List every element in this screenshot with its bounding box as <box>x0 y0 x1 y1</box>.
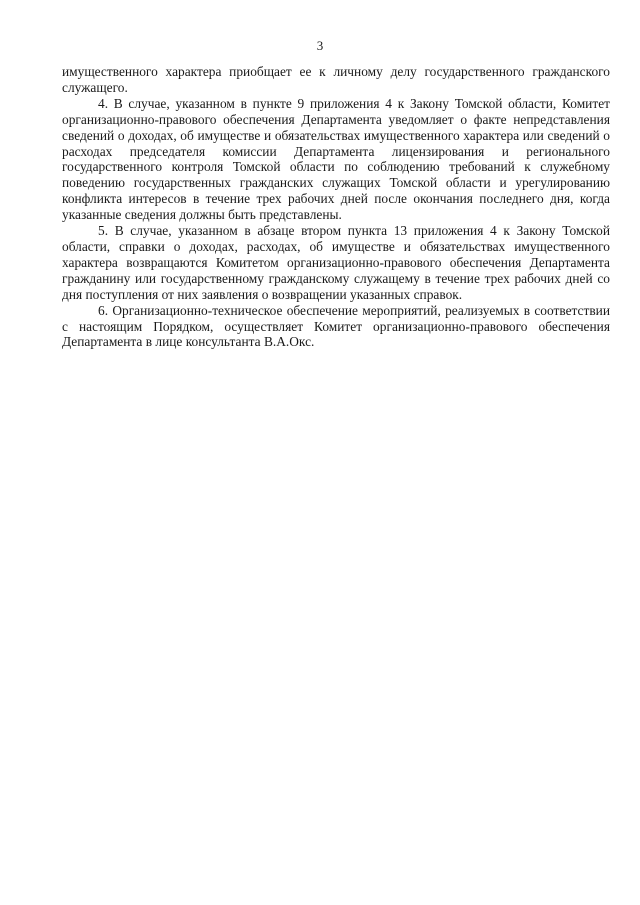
paragraph-5: 5. В случае, указанном в абзаце втором пункта 13 приложения 4 к Закону Томской области, справки о доходах, расходах, об имуществе и обязательствах имущественного характера возвращаются Комитетом организационно-правового обеспечения Департамента гражданину или государственному гражданскому служащему в течение трех рабочих дней со дня поступления от них заявления о возвращении указанных справок. <box>62 223 610 302</box>
paragraph-continuation: имущественного характера приобщает ее к личному делу государственного гражданского служащего. <box>62 64 610 95</box>
paragraph-4: 4. В случае, указанном в пункте 9 приложения 4 к Закону Томской области, Комитет организационно-правового обеспечения Департамента уведомляет о факте непредставления сведений о доходах, об имуществе и обязательствах имущественного характера или сведений о расходах председателя комиссии Департамента лицензирования и регионального государственного контроля Томской области по соблюдению требований к служебному поведению государственных гражданских служащих Томской области и урегулированию конфликта интересов в течение трех рабочих дней после окончания последнего дня, когда указанные сведения должны быть представлены. <box>62 95 610 223</box>
document-body <box>62 64 610 350</box>
paragraph-6: 6. Организационно-техническое обеспечение мероприятий, реализуемых в соответствии с настоящим Порядком, осуществляет Комитет организационно-правового обеспечения Департамента в лице консультанта В.А.Окс. <box>62 302 610 350</box>
page-number: 3 <box>316 38 324 53</box>
